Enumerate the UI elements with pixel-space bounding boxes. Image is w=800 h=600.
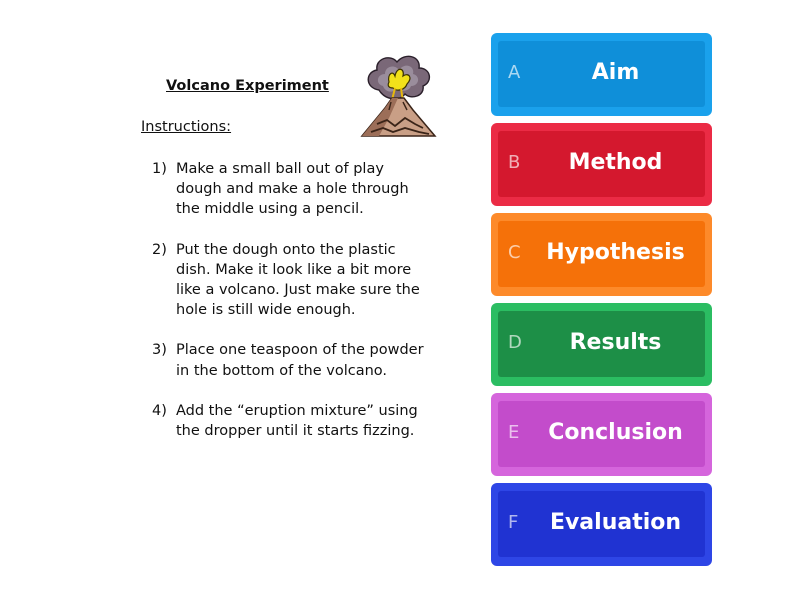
answer-letter: D (508, 332, 522, 353)
answer-letter: F (508, 512, 519, 533)
answer-label: Aim (591, 60, 640, 85)
step-number: 3) (152, 342, 167, 359)
volcano-eruption-icon (359, 52, 437, 142)
instruction-steps-list (152, 159, 424, 461)
answer-option-method[interactable] (491, 123, 712, 206)
instruction-step (152, 159, 424, 220)
instruction-step (152, 340, 424, 380)
answer-option-conclusion[interactable] (491, 393, 712, 476)
step-text: Make a small ball out of play dough and make a hole through the middle using a pencil. (176, 161, 409, 218)
instructions-heading: Instructions: (141, 119, 232, 135)
answer-option-results[interactable] (491, 303, 712, 386)
instruction-step (152, 401, 424, 441)
answer-option-aim[interactable] (491, 33, 712, 116)
step-number: 2) (152, 241, 167, 258)
answer-label: Results (569, 330, 662, 355)
answer-label: Evaluation (549, 510, 682, 535)
answer-option-evaluation[interactable] (491, 483, 712, 566)
answer-label: Method (568, 150, 663, 175)
answer-label: Conclusion (548, 420, 683, 445)
step-text: Add the “eruption mixture” using the dropper until it starts fizzing. (176, 402, 418, 440)
instruction-step (152, 240, 424, 321)
step-number: 4) (152, 402, 167, 419)
answer-option-hypothesis[interactable] (491, 213, 712, 296)
instruction-document (140, 50, 440, 540)
step-number: 1) (152, 161, 167, 177)
answer-label: Hypothesis (546, 240, 685, 265)
answer-letter: C (508, 242, 521, 263)
answer-letter: A (508, 62, 521, 83)
step-text: Put the dough onto the plastic dish. Make it look like a bit more like a volcano. Just make sure the hole is still wide enough. (176, 241, 420, 319)
answer-letter: E (508, 422, 520, 443)
answer-options (491, 33, 712, 573)
step-text: Place one teaspoon of the powder in the bottom of the volcano. (176, 342, 424, 379)
document-title: Volcano Experiment (166, 78, 329, 94)
answer-letter: B (508, 152, 521, 173)
